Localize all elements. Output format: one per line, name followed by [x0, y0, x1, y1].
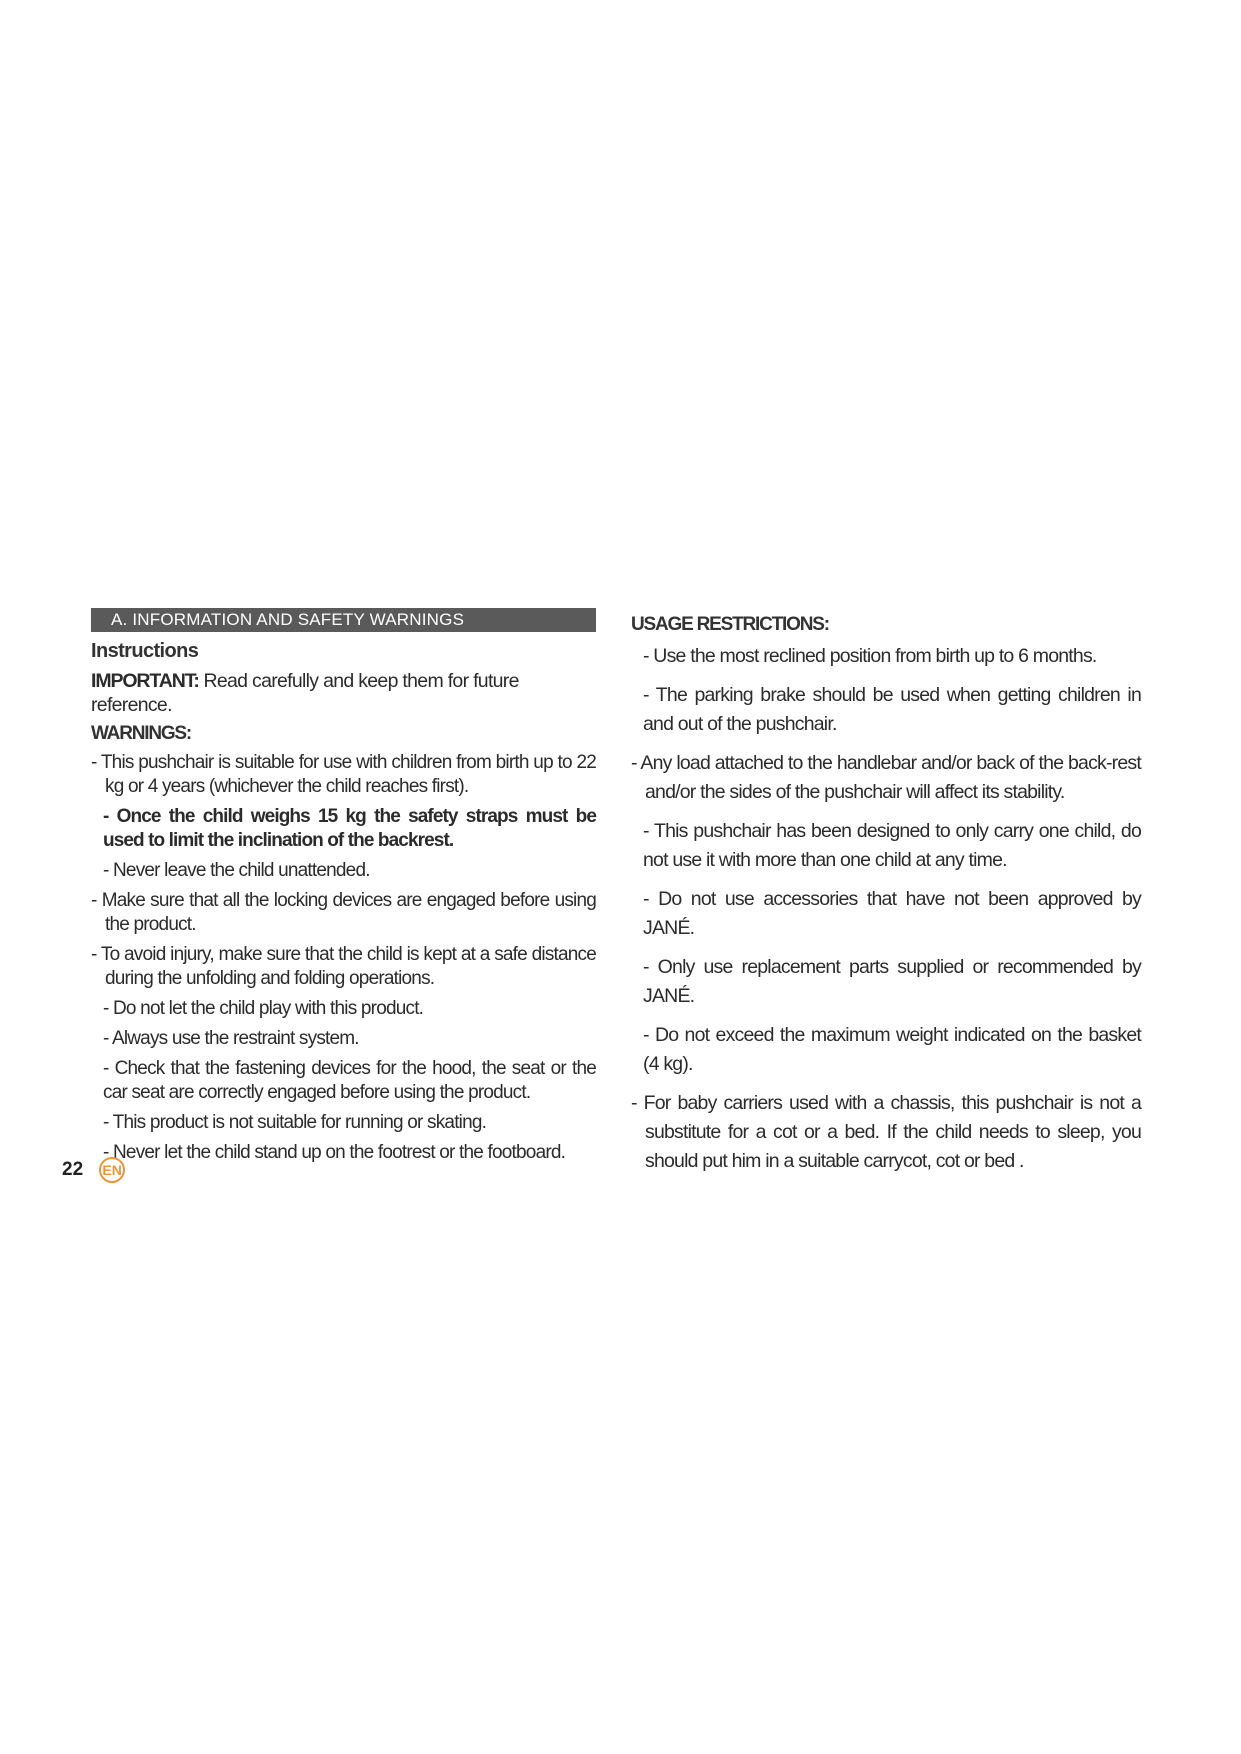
- warning-item: - Never let the child stand up on the footrest or the footboard.: [103, 1142, 566, 1163]
- important-note: [91, 669, 596, 717]
- usage-restrictions-heading: USAGE RESTRICTIONS:: [631, 614, 829, 635]
- warning-item: - Do not let the child play with this product.: [103, 998, 424, 1019]
- warning-item: - Make sure that all the locking devices are engaged before using the product.: [91, 890, 596, 935]
- restriction-item: - Do not use accessories that have not been approved by JANÉ.: [643, 888, 1141, 939]
- important-label: IMPORTANT:: [91, 670, 199, 692]
- restriction-item: - Use the most reclined position from birth up to 6 months.: [643, 645, 1097, 667]
- restriction-item: - Any load attached to the handlebar and/or back of the back-rest and/or the sides of the pushchair will affect its stability.: [631, 752, 1141, 803]
- right-column: [631, 608, 1141, 1186]
- language-badge: EN: [99, 1157, 125, 1183]
- instructions-heading: Instructions: [91, 640, 199, 662]
- warning-item: - To avoid injury, make sure that the child is kept at a safe distance during the unfolding and folding operations.: [91, 944, 596, 989]
- warnings-heading: WARNINGS:: [91, 723, 192, 744]
- warning-item: - Check that the fastening devices for the hood, the seat or the car seat are correctly engaged before using the product.: [103, 1058, 596, 1103]
- restriction-item: - The parking brake should be used when getting children in and out of the pushchair.: [643, 684, 1141, 735]
- page-footer: [62, 1157, 125, 1183]
- page-number: 22: [62, 1159, 84, 1180]
- warning-item-bold: - Once the child weighs 15 kg the safety straps must be used to limit the inclination of the backrest.: [103, 806, 596, 851]
- restriction-item: - This pushchair has been designed to only carry one child, do not use it with more than one child at any time.: [643, 820, 1141, 871]
- restriction-item: - Do not exceed the maximum weight indicated on the basket (4 kg).: [643, 1024, 1141, 1075]
- left-column: [91, 608, 596, 1171]
- restriction-item: - Only use replacement parts supplied or recommended by JANÉ.: [643, 956, 1141, 1007]
- restriction-item: - For baby carriers used with a chassis, this pushchair is not a substitute for a cot or a bed. If the child needs to sleep, you should put him in a suitable carrycot, cot or bed .: [631, 1092, 1141, 1172]
- section-title: A. INFORMATION AND SAFETY WARNINGS: [91, 608, 596, 632]
- important-text: Read carefully and keep them for future reference.: [91, 670, 519, 716]
- warning-item: - This pushchair is suitable for use with children from birth up to 22 kg or 4 years (whichever the child reaches first).: [91, 752, 596, 797]
- warning-item: - Never leave the child unattended.: [103, 860, 370, 881]
- warning-item: - This product is not suitable for running or skating.: [103, 1112, 487, 1133]
- warning-item: - Always use the restraint system.: [103, 1028, 359, 1049]
